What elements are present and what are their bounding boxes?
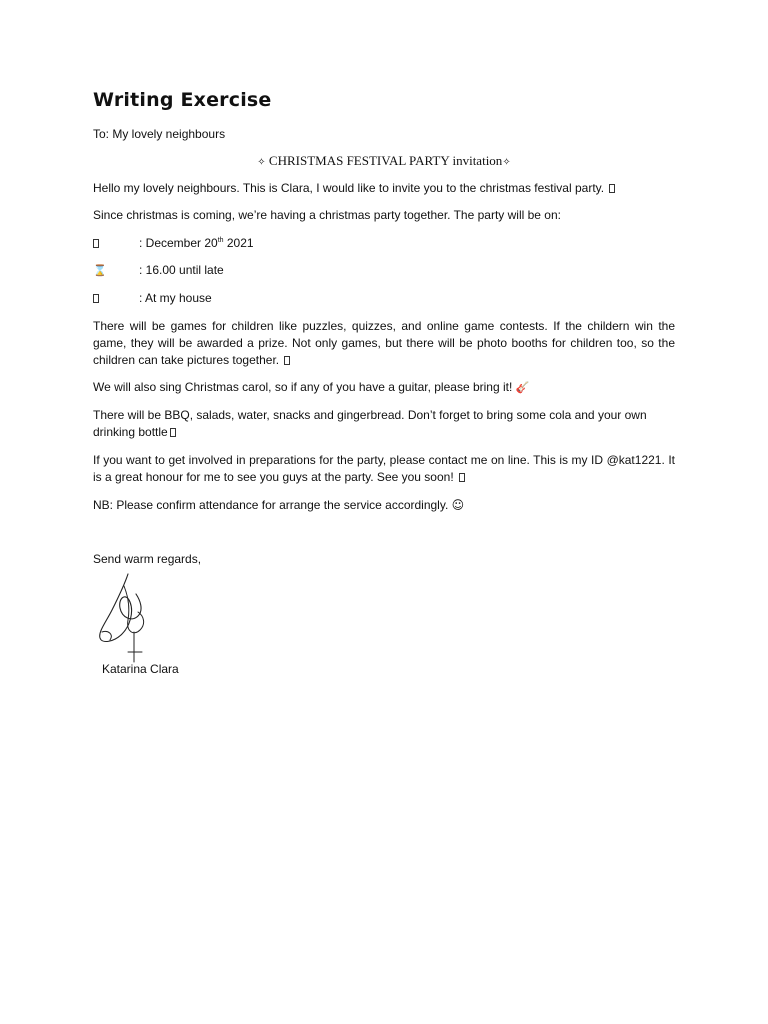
guitar-icon: 🎸	[515, 381, 530, 394]
date-label-prefix: : December 20	[139, 236, 218, 250]
calendar-icon	[93, 235, 139, 252]
nb-paragraph	[93, 497, 675, 514]
contact-paragraph	[93, 452, 675, 486]
missing-glyph-icon	[170, 428, 176, 437]
food-text: There will be BBQ, salads, water, snacks and gingerbread. Don’t forget to bring some cola and your own drinking bottle	[93, 408, 647, 439]
sparkle-icon-left: ✧	[257, 157, 266, 168]
greeting-text: Hello my lovely neighbours. This is Clara, I would like to invite you to the christmas festival party.	[93, 181, 605, 195]
intro-paragraph: Since christmas is coming, we’re having a christmas party together. The party will be on:	[93, 208, 561, 222]
time-label: : 16.00 until late	[139, 263, 224, 277]
invitation-heading-text: CHRISTMAS FESTIVAL PARTY invitation	[268, 153, 503, 168]
date-row	[93, 235, 254, 252]
location-label: : At my house	[139, 291, 212, 305]
smiley-icon: ☺	[451, 498, 465, 512]
missing-glyph-icon	[609, 184, 615, 193]
page-title: Writing Exercise	[93, 89, 272, 111]
nb-text: NB: Please confirm attendance for arrange the service accordingly.	[93, 498, 449, 512]
carol-text: We will also sing Christmas carol, so if any of you have a guitar, please bring it!	[93, 380, 513, 394]
games-text: There will be games for children like puzzles, quizzes, and online game contests. If the childern win the game, they will be awarded a prize. Not only games, but there will be photo booths for children too, so the children can take pictures together.	[93, 319, 675, 367]
date-label-sup: th	[217, 237, 224, 244]
food-paragraph	[93, 407, 675, 441]
contact-text: If you want to get involved in preparations for the party, please contact me on line. This is my ID @kat1221. It is a great honour for me to see you guys at the party. See you soon!	[93, 453, 675, 484]
invitation-heading	[93, 152, 675, 171]
handwritten-signature	[94, 572, 156, 664]
games-paragraph	[93, 318, 675, 369]
sparkle-icon-right: ✧	[502, 157, 511, 168]
date-label-suffix: 2021	[223, 236, 254, 250]
missing-glyph-icon	[284, 356, 290, 365]
time-row	[93, 262, 224, 279]
missing-glyph-icon	[459, 473, 465, 482]
greeting-paragraph	[93, 180, 675, 197]
hourglass-icon: ⌛	[93, 264, 107, 277]
recipient-line: To: My lovely neighbours	[93, 127, 226, 141]
signature-name: Katarina Clara	[102, 662, 179, 676]
carol-paragraph	[93, 379, 675, 396]
closing-line: Send warm regards,	[93, 552, 202, 566]
house-icon	[93, 290, 139, 307]
location-row	[93, 290, 212, 307]
